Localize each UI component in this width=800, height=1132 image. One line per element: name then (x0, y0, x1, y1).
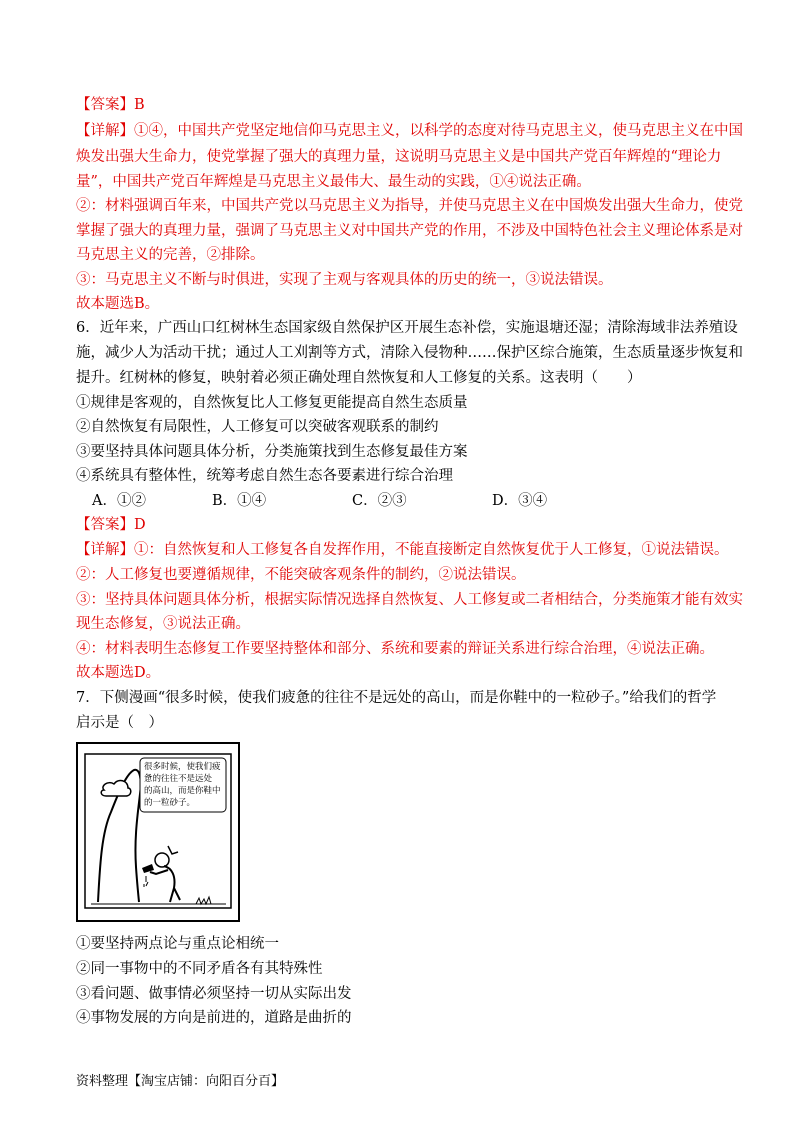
cartoon-image (76, 742, 240, 922)
q5-detail-line: ③：马克思主义不断与时俱进，实现了主观与客观具体的历史的统一，③说法错误。 (76, 272, 613, 288)
q6-detail-line: ②：人工修复也要遵循规律，不能突破客观条件的制约，②说法错误。 (76, 567, 526, 583)
cartoon-caption-line: 很多时候，使我们疲 (144, 762, 221, 772)
q6-statement: ②自然恢复有局限性，人工修复可以突破客观联系的制约 (76, 419, 439, 435)
cartoon-caption-line: 的高山，而是你鞋中 (144, 786, 221, 796)
q7-stem-line: 启示是（ ） (76, 715, 163, 731)
q6-stem-line: 6．近年来，广西山口红树林生态国家级自然保护区开展生态补偿，实施退塘还湿；清除海域非法养殖设 (76, 320, 738, 336)
q6-answer: 【答案】D (76, 517, 146, 533)
q6-option-c: C．②③ (352, 493, 407, 509)
q5-detail-line: ②：材料强调百年来，中国共产党以马克思主义为指导，并使马克思主义在中国焕发出强大生命力，使党 (76, 198, 743, 214)
cartoon-caption-line: 的一粒砂子。 (144, 798, 196, 808)
q6-option-a: A．①② (92, 493, 146, 509)
q5-detail-line: 掌握了强大的真理力量，强调了马克思主义对中国共产党的作用，不涉及中国特色社会主义理论体系是对 (76, 223, 743, 239)
q6-statement: ③要坚持具体问题具体分析，分类施策找到生态修复最佳方案 (76, 444, 468, 460)
q7-statement: ③看问题、做事情必须坚持一切从实际出发 (76, 986, 352, 1002)
q5-detail-line: 【详解】①④，中国共产党坚定地信仰马克思主义，以科学的态度对待马克思主义，使马克思主义在中国 (76, 123, 743, 139)
q6-detail-line: ④：材料表明生态修复工作要坚持整体和部分、系统和要素的辩证关系进行综合治理，④说法正确。 (76, 641, 714, 657)
q5-answer: 【答案】B (76, 97, 145, 113)
q6-option-b: B．①④ (212, 493, 267, 509)
q7-statement: ①要坚持两点论与重点论相统一 (76, 936, 279, 952)
q6-statement: ④系统具有整体性，统筹考虑自然生态各要素进行综合治理 (76, 468, 453, 484)
page-footer: 资料整理【淘宝店铺：向阳百分百】 (76, 1074, 285, 1089)
q6-statement: ①规律是客观的，自然恢复比人工修复更能提高自然生态质量 (76, 395, 468, 411)
cartoon-caption-line: 惫的往往不是远处 (144, 774, 213, 784)
q7-statement: ④事物发展的方向是前进的，道路是曲折的 (76, 1010, 352, 1026)
q6-detail-line: 【详解】①：自然恢复和人工修复各自发挥作用，不能直接断定自然恢复优于人工修复，①说法错误。 (76, 542, 729, 558)
q6-detail-line: ③：坚持具体问题具体分析，根据实际情况选择自然恢复、人工修复或二者相结合，分类施策才能有效实 (76, 592, 743, 608)
q5-detail-line: 马克思主义的完善，②排除。 (76, 247, 265, 263)
q6-stem-line: 提升。红树林的修复，映射着必须正确处理自然恢复和人工修复的关系。这表明（ ） (76, 370, 642, 386)
q6-stem-line: 施，减少人为活动干扰；通过人工刈割等方式，清除入侵物种……保护区综合施策，生态质量逐步恢复和 (76, 345, 743, 361)
q6-option-d: D．③④ (492, 493, 548, 509)
q6-conclusion: 故本题选D。 (76, 665, 161, 681)
q6-detail-line: 现生态修复，③说法正确。 (76, 616, 250, 632)
q5-conclusion: 故本题选B。 (76, 296, 160, 312)
q5-detail-line: 量”，中国共产党百年辉煌是马克思主义最伟大、最生动的实践，①④说法正确。 (76, 174, 591, 190)
q5-detail-line: 焕发出强大生命力，使党掌握了强大的真理力量，这说明马克思主义是中国共产党百年辉煌的“理论力 (76, 149, 722, 165)
q7-stem-line: 7．下侧漫画“很多时候，使我们疲惫的往往不是远处的高山，而是你鞋中的一粒砂子。”给我们的哲学 (76, 690, 717, 706)
q7-statement: ②同一事物中的不同矛盾各有其特殊性 (76, 961, 323, 977)
